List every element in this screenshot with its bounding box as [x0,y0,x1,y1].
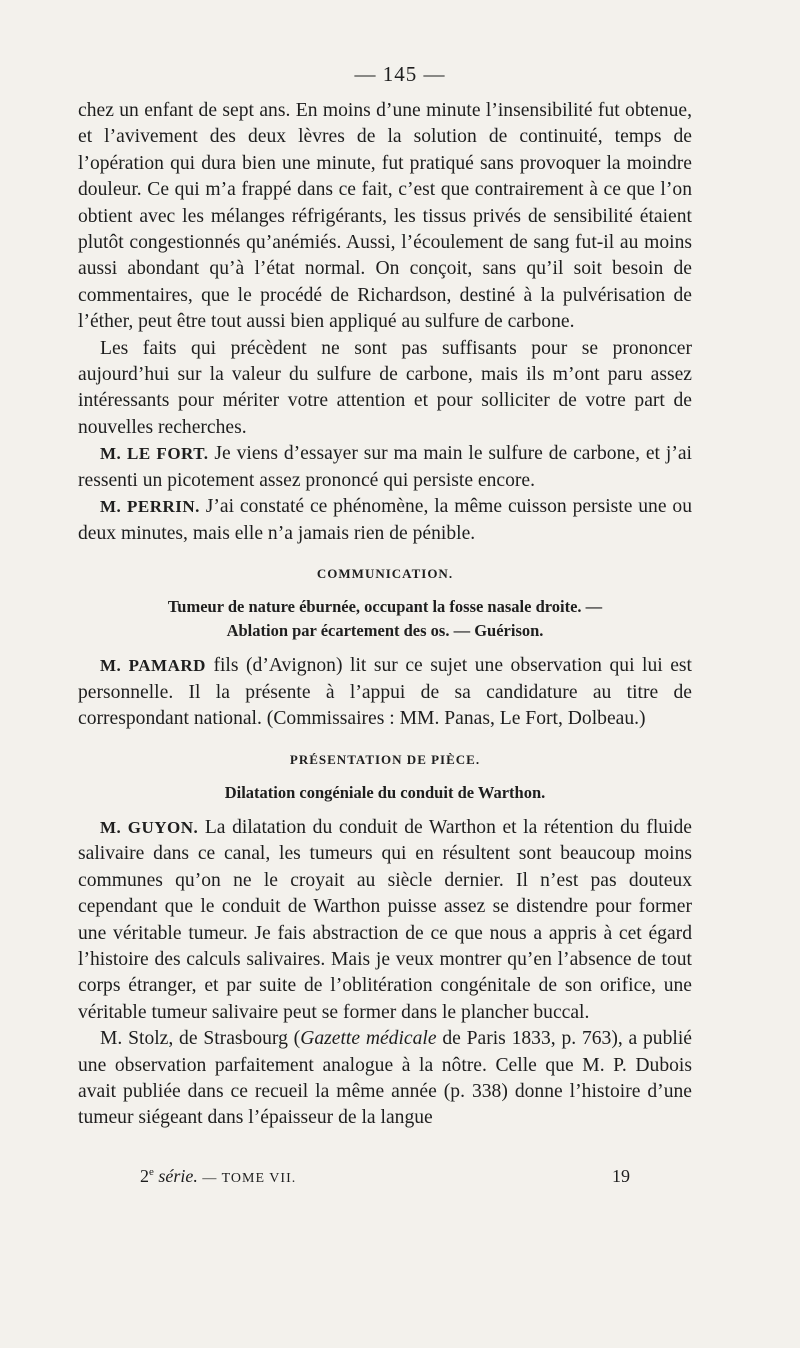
page-number: — 145 — [354,62,446,86]
paragraph: Les faits qui précèdent ne sont pas suffisants pour se prononcer aujourd’hui sur la valeur du sulfure de carbone, mais ils m’ont paru assez intéressants pour mériter votre attention et pour solliciter de votre part de nouvelles recherches. [78,337,692,438]
paragraph-text: M. Stolz, de Strasbourg ( [100,1028,301,1050]
paragraph: chez un enfant de sept ans. En moins d’une minute l’insensibilité fut obtenue, et l’avivement des deux lèvres de la solution de continuité, temps de l’opération qui dura bien une minute, fut pratiqué sans provoquer la moindre douleur. Ce qui m’a frappé dans ce fait, c’est que contrairement à ce que l’on obtient avec les mélanges réfrigérants, les tissus privés de sensibilité étaient plutôt congestionnés qu’anémiés. Aussi, l’écoulement de sang fut-il au moins aussi abondant qu’à l’état normal. On conçoit, sans qu’il soit besoin de commentaires, que le procédé de Richardson, destiné à la pulvérisation de l’éther, peut être tout aussi bien appliqué au sulfure de carbone. [78,100,692,333]
paragraph-text: de Paris 1833, p. 763), a publié une observation parfaitement analogue à la nôtre. Celle que M. P. Dubois avait publiée dans ce recueil la même année (p. 338) donne l’histoire d’une tumeur siégeant dans l’épaisseur de la langue [78,1028,692,1129]
section-heading [78,781,692,805]
series-superscript: e [149,1166,154,1178]
series-word: série. [153,1166,198,1186]
paragraph [78,653,692,732]
paragraph-text: Je viens d’essayer sur ma main le sulfure de carbone, et j’ai ressenti un picotement assez prononcé qui persiste encore. [78,443,692,491]
paragraph [78,815,692,1026]
heading-line: Ablation par écartement des os. — Guérison. [226,621,544,641]
speaker-name: M. PERRIN. [100,497,200,517]
paragraph-text: fils (d’Avignon) lit sur ce sujet une observation qui lui est personnelle. Il la présente à l’appui de sa candidature au titre de correspondant national. (Commissaires : MM. Panas, Le Fort, Dolbeau.) [78,655,692,730]
speaker-name: M. LE FORT. [100,444,209,464]
paragraph-text: La dilatation du conduit de Warthon et la rétention du fluide salivaire dans ce canal, les tumeurs qui en résultent sont beaucoup moins communes qu’on ne le croyait au siècle dernier. Il n’est pas douteux cependant que le conduit de Warthon puisse assez se distendre pour former une véritable tumeur. Je fais abstraction de ce que nous a appris à cet égard l’histoire des calculs salivaires. Mais je veux montrer qu’en l’absence de tout corps étranger, et par suite de l’oblitération congénitale de son orifice, une véritable tumeur salivaire peut se former dans le plancher buccal. [78,816,692,1023]
heading-line: Dilatation congéniale du conduit de Warthon. [224,782,546,802]
section-label: COMMUNICATION. [316,565,454,581]
series-number: 2 [140,1166,149,1186]
paragraph-text: J’ai constaté ce phénomène, la même cuisson persiste une ou deux minutes, mais elle n’a jamais rien de pénible. [78,496,692,544]
series-label [140,1166,296,1187]
paragraph [78,1026,692,1132]
section-label: PRÉSENTATION DE PIÈCE. [289,751,481,767]
section-heading [78,595,692,643]
speaker-name: M. GUYON. [100,817,199,837]
speaker-name: M. PAMARD [100,656,206,676]
page-footer [140,1166,630,1187]
tome-label: — TOME VII. [202,1171,297,1186]
heading-line: Tumeur de nature éburnée, occupant la fosse nasale droite. — [167,597,603,617]
paragraph [78,441,692,494]
paragraph [78,494,692,547]
body-text [78,98,692,1132]
journal-title: Gazette médicale [300,1028,437,1050]
signature-mark: 19 [612,1166,630,1186]
